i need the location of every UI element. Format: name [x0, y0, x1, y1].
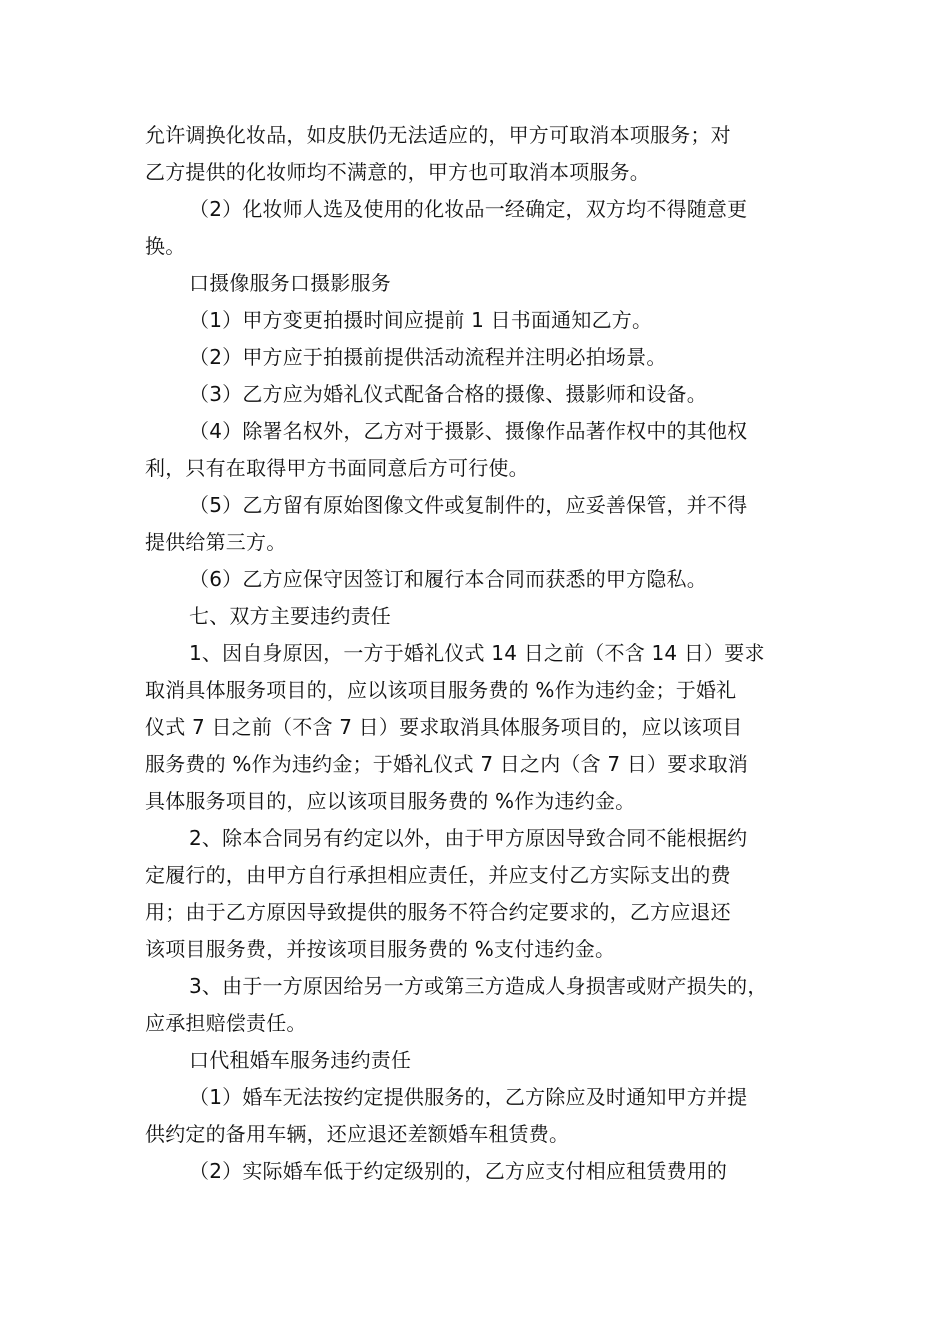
text-line-21: 定履行的，由甲方自行承担相应责任，并应支付乙方实际支出的费 [145, 863, 731, 887]
section-heading-video-photo: 口摄像服务口摄影服务 [189, 271, 391, 295]
text-line-20: 2、除本合同另有约定以外，由于甲方原因导致合同不能根据约 [189, 826, 748, 850]
text-line-23: 该项目服务费，并按该项目服务费的 %支付违约金。 [145, 937, 616, 961]
text-line-10: 利，只有在取得甲方书面同意后方可行使。 [145, 456, 529, 480]
text-line-16: 取消具体服务项目的，应以该项目服务费的 %作为违约金；于婚礼 [145, 678, 737, 702]
text-line-11: （5）乙方留有原始图像文件或复制件的，应妥善保管，并不得 [189, 493, 748, 517]
section-heading-wedding-car: 口代租婚车服务违约责任 [189, 1048, 412, 1072]
text-line-9: （4）除署名权外，乙方对于摄影、摄像作品著作权中的其他权 [189, 419, 748, 443]
text-line-6: （1）甲方变更拍摄时间应提前 1 日书面通知乙方。 [189, 308, 653, 332]
text-line-3: （2）化妆师人选及使用的化妆品一经确定，双方均不得随意更 [189, 197, 748, 221]
text-line-18: 服务费的 %作为违约金；于婚礼仪式 7 日之内（含 7 日）要求取消 [145, 752, 749, 776]
text-line-12: 提供给第三方。 [145, 530, 287, 554]
text-line-2: 乙方提供的化妆师均不满意的，甲方也可取消本项服务。 [145, 160, 650, 184]
text-line-7: （2）甲方应于拍摄前提供活动流程并注明必拍场景。 [189, 345, 667, 369]
text-line-28: 供约定的备用车辆，还应退还差额婚车租赁费。 [145, 1122, 570, 1146]
text-line-29: （2）实际婚车低于约定级别的，乙方应支付相应租赁费用的 [189, 1159, 728, 1183]
text-line-15: 1、因自身原因，一方于婚礼仪式 14 日之前（不含 14 日）要求 [189, 641, 765, 665]
text-line-27: （1）婚车无法按约定提供服务的，乙方除应及时通知甲方并提 [189, 1085, 748, 1109]
text-line-8: （3）乙方应为婚礼仪式配备合格的摄像、摄影师和设备。 [189, 382, 707, 406]
text-line-19: 具体服务项目的，应以该项目服务费的 %作为违约金。 [145, 789, 636, 813]
text-line-4: 换。 [145, 234, 186, 258]
text-line-13: （6）乙方应保守因签订和履行本合同而获悉的甲方隐私。 [189, 567, 707, 591]
text-line-1: 允许调换化妆品，如皮肤仍无法适应的，甲方可取消本项服务；对 [145, 123, 731, 147]
text-line-24: 3、由于一方原因给另一方或第三方造成人身损害或财产损失的， [189, 974, 768, 998]
text-line-17: 仪式 7 日之前（不含 7 日）要求取消具体服务项目的，应以该项目 [145, 715, 743, 739]
section-heading-liability: 七、双方主要违约责任 [189, 604, 391, 628]
text-line-22: 用；由于乙方原因导致提供的服务不符合约定要求的，乙方应退还 [145, 900, 731, 924]
document-body [145, 117, 815, 1190]
text-line-25: 应承担赔偿责任。 [145, 1011, 307, 1035]
